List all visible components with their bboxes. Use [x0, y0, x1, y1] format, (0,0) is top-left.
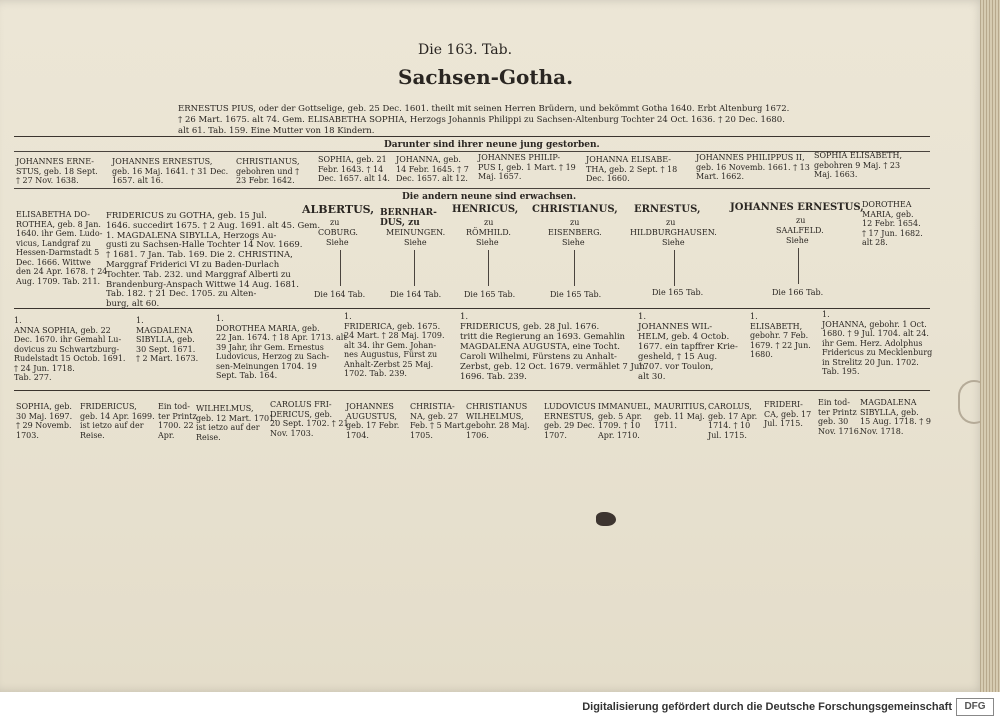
- great-grandchild-entry: LUDOVICUS ERNESTUS, geb. 29 Dec. 1707.: [544, 402, 596, 440]
- brother-tab-ref: Die 164 Tab.: [314, 290, 366, 299]
- brother-tab-ref: Die 165 Tab.: [652, 288, 704, 297]
- brother-zu: zu: [330, 218, 340, 227]
- grandchild-entry: 1. JOHANNES WIL- HELM, geb. 4 Octob. 1677. ein tapffrer Krie- gesheld, † 15 Aug. 1707. vor Toulon, alt 30.: [638, 312, 738, 382]
- brother-zu: zu: [484, 218, 494, 227]
- great-grandchild-entry: MAURITIUS, geb. 11 Maj. 1711.: [654, 402, 707, 430]
- brother-tab-ref: Die 165 Tab.: [464, 290, 516, 299]
- great-grandchild-entry: SOPHIA, geb. 30 Maj. 1697. † 29 Novemb. 1703.: [16, 402, 73, 440]
- died-young-entry: JOHANNA ELISABE- THA, geb. 2 Sept. † 18 Dec. 1660.: [586, 155, 678, 183]
- died-young-entry: JOHANNES PHILIPPUS II, geb. 16 Novemb. 1661. † 13 Mart. 1662.: [696, 153, 810, 181]
- great-grandchild-entry: WILHELMUS, geb. 12 Mart. 1701. ist ietzo auf der Reise.: [196, 404, 277, 442]
- brother-zu: zu: [570, 218, 580, 227]
- brother-siehe: Siehe: [404, 238, 427, 247]
- great-grandchild-entry: MAGDALENA SIBYLLA, geb. 15 Aug. 1718. † 9 Nov. 1718.: [860, 398, 931, 436]
- connector-line: [414, 250, 415, 286]
- dfg-logo: DFG: [956, 698, 994, 716]
- brother-zu: zu: [796, 216, 806, 225]
- grandchild-entry: 1. FRIDERICUS, geb. 28 Jul. 1676. tritt die Regierung an 1693. Gemahlin MAGDALENA AUGUSTA, eine Tocht. Caroli Wilhelmi, Fürstens zu Anhalt- Zerbst, geb. 12 Oct. 1679. vermählet 7 Jun. 1696. Tab. 239.: [460, 312, 648, 382]
- brother-name: ERNESTUS,: [634, 204, 701, 215]
- brother-siehe: Siehe: [786, 236, 809, 245]
- brother-tab-ref: Die 165 Tab.: [550, 290, 602, 299]
- great-grandchild-entry: FRIDERICUS, geb. 14 Apr. 1699. ist ietzo auf der Reise.: [80, 402, 155, 440]
- divider: [14, 308, 930, 309]
- child-elisabetha-dorothea: ELISABETHA DO- ROTHEA, geb. 8 Jan. 1640. ihr Gem. Ludo- vicus, Landgraf zu Hessen-Darmstadt 5 Dec. 1666. Wittwe den 24 Apr. 1678. † 24 Aug. 1709. Tab. 211.: [16, 210, 108, 286]
- divider: [14, 136, 930, 137]
- great-grandchild-entry: CAROLUS FRI- DERICUS, geb. 20 Sept. 1702. † 21 Nov. 1703.: [270, 400, 349, 438]
- connector-line: [340, 250, 341, 286]
- died-young-entry: JOHANNA, geb. 14 Febr. 1645. † 7 Dec. 1657. alt 12.: [396, 155, 469, 183]
- grandchild-entry: 1. ELISABETH, gebohr. 7 Feb. 1679. † 22 Jun. 1680.: [750, 312, 811, 359]
- paper-damage: [596, 512, 616, 526]
- great-grandchild-entry: JOHANNES AUGUSTUS, geb. 17 Febr. 1704.: [346, 402, 400, 440]
- brother-siehe: Siehe: [662, 238, 685, 247]
- brother-place: RÖMHILD.: [466, 228, 511, 237]
- brother-place: SAALFELD.: [776, 226, 824, 235]
- died-young-entry: CHRISTIANUS, gebohren und † 23 Febr. 1642.: [236, 157, 300, 185]
- died-young-heading: Darunter sind ihrer neune jung gestorben.: [384, 140, 600, 150]
- grandchild-entry: 1. ANNA SOPHIA, geb. 22 Dec. 1670. ihr Gemahl Lu- dovicus zu Schwartzburg- Rudelstadt 15 Octob. 1691. † 24 Jun. 1718. Tab. 277.: [14, 316, 126, 382]
- survivors-heading: Die andern neune sind erwachsen.: [402, 192, 577, 202]
- great-grandchild-entry: CHRISTIA- NA, geb. 27 Feb. † 5 Mart. 1705.: [410, 402, 467, 440]
- great-grandchild-entry: FRIDERI- CA, geb. 17 Jul. 1715.: [764, 400, 812, 428]
- died-young-entry: JOHANNES PHILIP- PUS I, geb. 1 Mart. † 19 Maj. 1657.: [478, 153, 576, 181]
- died-young-entry: JOHANNES ERNESTUS, geb. 16 Maj. 1641. † 31 Dec. 1657. alt 16.: [112, 157, 229, 185]
- died-young-entry: SOPHIA, geb. 21 Febr. 1643. † 14 Dec. 1657. alt 14.: [318, 155, 390, 183]
- brother-name: JOHANNES ERNESTUS,: [730, 202, 864, 213]
- brother-siehe: Siehe: [562, 238, 585, 247]
- brother-place: HILDBURGHAUSEN.: [630, 228, 717, 237]
- great-grandchild-entry: CAROLUS, geb. 17 Apr. 1714. † 10 Jul. 1715.: [708, 402, 758, 440]
- divider: [14, 390, 930, 391]
- brother-siehe: Siehe: [476, 238, 499, 247]
- grandchild-entry: 1. JOHANNA, gebohr. 1 Oct. 1680. † 9 Jul. 1704. alt 24. ihr Gem. Herz. Adolphus Fridericus zu Mecklenburg in Strelitz 20 Jun. 1702. Tab. 195.: [822, 310, 933, 376]
- great-grandchild-entry: IMMANUEL, geb. 5 Apr. 1709. † 10 Apr. 1710.: [598, 402, 651, 440]
- footer-bar: [0, 692, 1000, 722]
- child-dorothea-maria: DOROTHEA MARIA, geb. 12 Febr. 1654. † 17 Jun. 1682. alt 28.: [862, 200, 923, 247]
- grandchild-entry: 1. FRIDERICA, geb. 1675. 24 Mart. † 28 Maj. 1709. alt 34. ihr Gem. Johan- nes Augustus, Fürst zu Anhalt-Zerbst 25 Maj. 1702. Tab. 239.: [344, 312, 445, 378]
- brother-tab-ref: Die 164 Tab.: [390, 290, 442, 299]
- divider: [14, 188, 930, 189]
- book-edge: [980, 0, 1000, 692]
- connector-line: [674, 250, 675, 286]
- brother-name: HENRICUS,: [452, 204, 519, 215]
- died-young-entry: JOHANNES ERNE- STUS, geb. 18 Sept. † 27 Nov. 1638.: [16, 157, 98, 185]
- progenitor-ernestus: ERNESTUS PIUS, oder der Gottselige, geb. 25 Dec. 1601. theilt mit seinen Herren Brüdern, und bekömmt Gotha 1640. Erbt Altenburg 1672. † 26 Mart. 1675. alt 74. Gem. ELISABETHA SOPHIA, Herzogs Johannis Philippi zu Sachsen-Altenburg Tochter 24 Oct. 1636. † 20 Dec. 1680. alt 61. Tab. 159. Eine Mutter von 18 Kindern.: [178, 104, 790, 136]
- footer-text: Digitalisierung gefördert durch die Deutsche Forschungsgemeinschaft: [582, 701, 952, 713]
- brother-place: EISENBERG.: [548, 228, 602, 237]
- brother-name: ALBERTUS,: [302, 203, 375, 216]
- great-grandchild-entry: Ein tod- ter Printz 1700. 22 Apr.: [158, 402, 197, 440]
- grandchild-entry: 1. DOROTHEA MARIA, geb. 22 Jan. 1674. † 18 Apr. 1713. alt 39 Jahr, ihr Gem. Ernestus Ludovicus, Herzog zu Sach- sen-Meinungen 1704. 19 Sept. Tab. 164.: [216, 314, 347, 380]
- great-grandchild-entry: CHRISTIANUS WILHELMUS, gebohr. 28 Maj. 1706.: [466, 402, 530, 440]
- divider: [14, 151, 930, 152]
- page-title: Sachsen-Gotha.: [398, 65, 574, 89]
- brother-name: CHRISTIANUS,: [532, 204, 618, 215]
- brother-siehe: Siehe: [326, 238, 349, 247]
- brother-zu: zu: [666, 218, 676, 227]
- table-number: Die 163. Tab.: [418, 42, 513, 58]
- brother-place: COBURG.: [318, 228, 358, 237]
- brother-place: MEINUNGEN.: [386, 228, 446, 237]
- brother-name: BERNHAR- DUS, zu: [380, 208, 437, 228]
- great-grandchild-entry: Ein tod- ter Printz geb. 30 Nov. 1716.: [818, 398, 862, 436]
- connector-line: [798, 248, 799, 284]
- died-young-entry: SOPHIA ELISABETH, gebohren 9 Maj. † 23 Maj. 1663.: [814, 151, 903, 179]
- connector-line: [488, 250, 489, 286]
- connector-line: [574, 250, 575, 286]
- brother-tab-ref: Die 166 Tab.: [772, 288, 824, 297]
- child-fridericus: FRIDERICUS zu GOTHA, geb. 15 Jul. 1646. succedirt 1675. † 2 Aug. 1691. alt 45. Gem. 1. MAGDALENA SIBYLLA, Herzogs Au- gusti zu Sachsen-Halle Tochter 14 Nov. 1669. † 1681. 7 Jan. Tab. 169. Die 2. CHRISTINA, Marggraf Friderici VI zu Baden-Durlach Tochter. Tab. 232. und Marggraf Alberti zu Brandenburg-Anspach Wittwe 14 Aug. 1681. Tab. 182. † 21 Dec. 1705. zu Alten- burg, alt 60.: [106, 211, 321, 310]
- grandchild-entry: 1. MAGDALENA SIBYLLA, geb. 30 Sept. 1671. † 2 Mart. 1673.: [136, 316, 199, 363]
